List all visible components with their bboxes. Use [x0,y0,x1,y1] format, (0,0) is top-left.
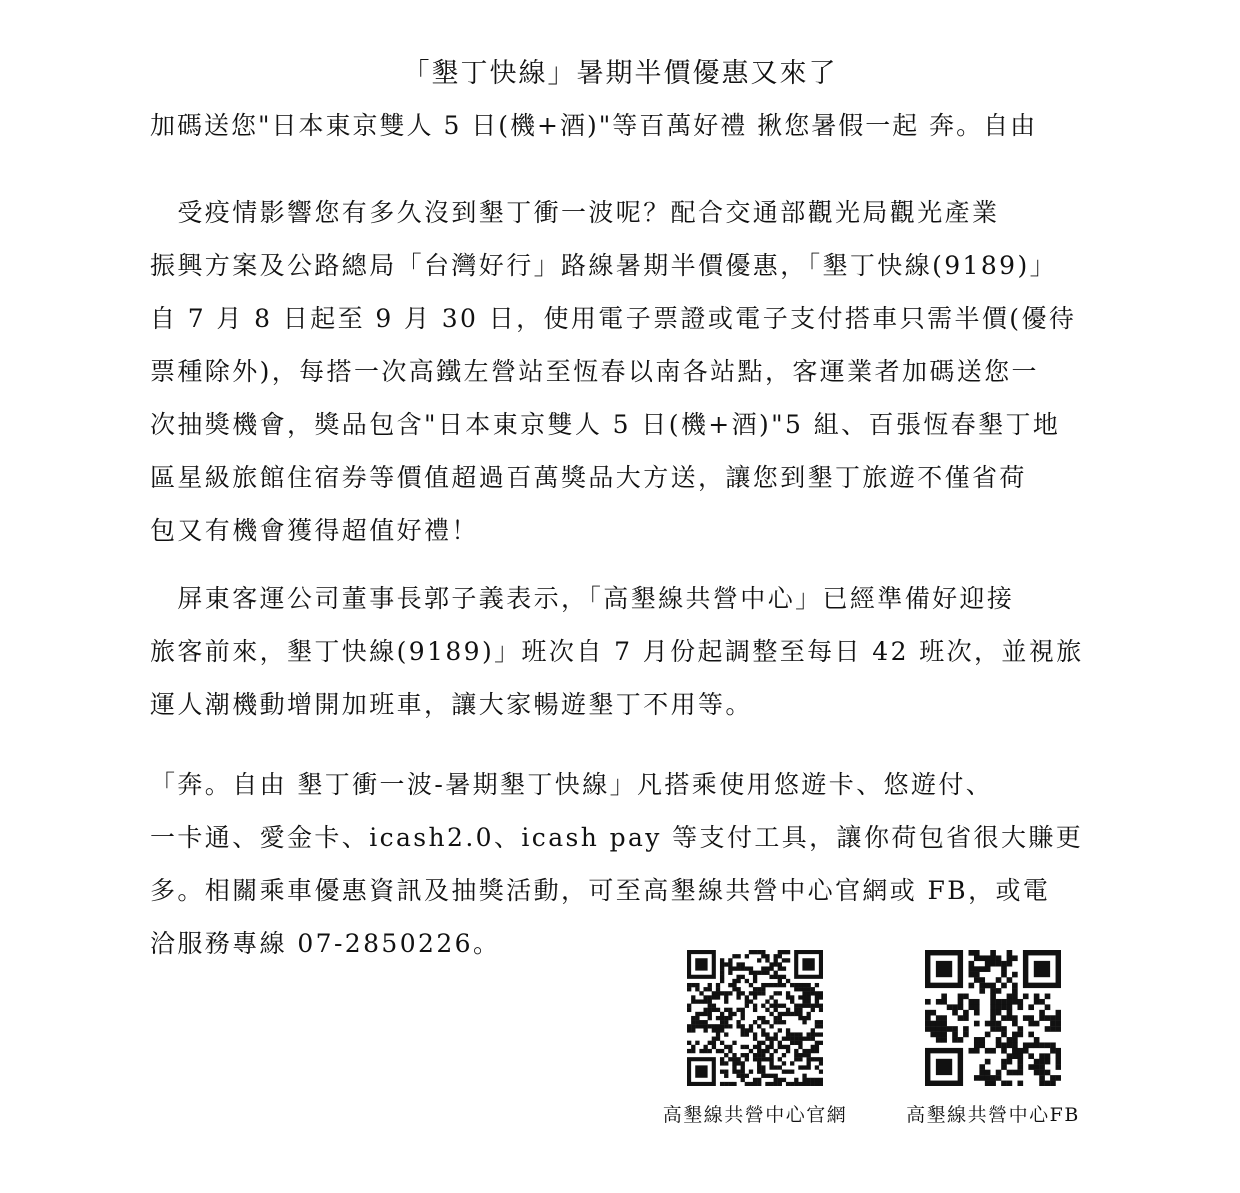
paragraph-line: 運人潮機動增開加班車，讓大家暢遊墾丁不用等。 [150,690,753,719]
paragraph-line: 多。相關乘車優惠資訊及抽獎活動，可至高墾線共營中心官網或 FB，或電 [150,876,1051,905]
paragraph-chairman-statement [150,572,1095,731]
document-title: 「墾丁快線」暑期半價優惠又來了 [402,58,838,89]
paragraph-line: 受疫情影響您有多久沒到墾丁衝一波呢？配合交通部觀光局觀光產業 [150,198,1000,227]
paragraph-line: 「奔。自由 墾丁衝一波-暑期墾丁快線」凡搭乘使用悠遊卡、悠遊付、 [150,770,994,799]
paragraph-line: 區星級旅館住宿券等價值超過百萬獎品大方送，讓您到墾丁旅遊不僅省荷 [150,463,1027,492]
qr-website-block [640,950,870,1127]
qr-website-caption: 高墾線共營中心官網 [662,1104,848,1126]
qr-code-fb-icon[interactable] [925,950,1061,1086]
paragraph-line: 洽服務專線 07-2850226。 [150,929,501,958]
paragraph-line: 旅客前來，墾丁快線(9189)」班次自 7 月份起調整至每日 42 班次，並視旅 [150,637,1084,666]
paragraph-line: 振興方案及公路總局「台灣好行」路線暑期半價優惠，「墾丁快線(9189)」 [150,251,1058,280]
paragraph-line: 包又有機會獲得超值好禮！ [150,516,479,545]
qr-fb-caption: 高墾線共營中心FB [906,1104,1080,1126]
paragraph-payment-info [150,758,1095,970]
paragraph-line: 自 7 月 8 日起至 9 月 30 日，使用電子票證或電子支付搭車只需半價(優待 [150,304,1077,333]
paragraph-promotion [150,186,1095,557]
paragraph-line: 次抽獎機會，獎品包含"日本東京雙人 5 日(機+酒)"5 組、百張恆春墾丁地 [150,410,1061,439]
qr-fb-block [878,950,1108,1127]
paragraph-line: 票種除外)，每搭一次高鐵左營站至恆春以南各站點，客運業者加碼送您一 [150,357,1039,386]
document-subtitle: 加碼送您"日本東京雙人 5 日(機+酒)"等百萬好禮 揪您暑假一起 奔。自由 [150,111,1038,140]
paragraph-line: 屏東客運公司董事長郭子義表示，「高墾線共營中心」已經準備好迎接 [150,584,1015,613]
paragraph-line: 一卡通、愛金卡、icash2.0、icash pay 等支付工具，讓你荷包省很大賺更 [150,823,1084,852]
qr-code-website-icon[interactable] [687,950,823,1086]
